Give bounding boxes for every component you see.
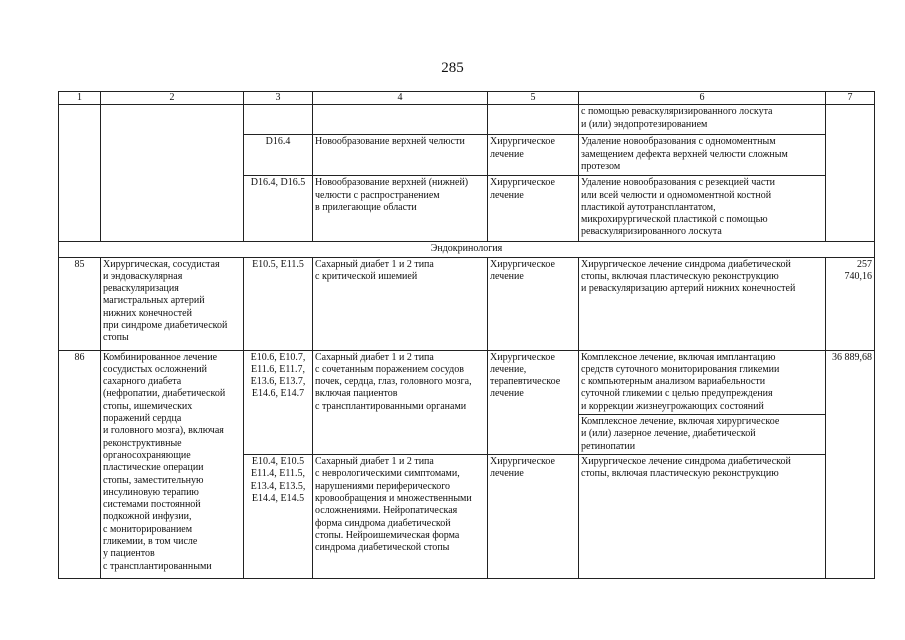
section-title: Эндокринология	[59, 242, 875, 257]
table-row	[59, 350, 875, 414]
treatment-type	[488, 350, 579, 454]
text-line: стопы, заместительную	[103, 474, 204, 486]
treatment-method	[579, 257, 826, 350]
text-line: E10.6, E10.7,	[250, 351, 306, 363]
text-line: у пациентов	[103, 548, 155, 560]
text-line: кровообращения и множественными	[315, 492, 472, 504]
page-number: 285	[441, 60, 464, 76]
text-line: Сахарный диабет 1 и 2 типа	[315, 258, 434, 270]
disease-code: D16.4	[244, 135, 313, 176]
header-cell: 4	[313, 92, 488, 105]
treatment-method	[579, 350, 826, 414]
treatment-method	[579, 455, 826, 579]
cont-model-cell	[313, 105, 488, 135]
text-line: лечение,	[490, 363, 527, 375]
text-line: стопы, включая пластическую реконструкцию	[581, 270, 779, 282]
treatment-method	[579, 415, 826, 455]
cost-amount: 257 740,16	[826, 257, 875, 350]
header-cell: 5	[488, 92, 579, 105]
treatment-type	[488, 257, 579, 350]
disease-code: E10.5, E11.5	[244, 257, 313, 350]
patient-model	[313, 455, 488, 579]
text-line: лечение	[490, 270, 524, 282]
services-table	[58, 91, 875, 579]
treatment-type	[488, 176, 579, 242]
text-line: пластические операции	[103, 462, 204, 474]
text-line: с компьютерным анализом вариабельности	[581, 376, 766, 388]
text-line: лечение	[490, 468, 524, 480]
text-line: Хирургическая, сосудистая	[103, 258, 220, 270]
header-cell: 1	[59, 92, 101, 105]
text-line: средств суточного мониторирования гликемии	[581, 363, 780, 375]
text-line: Комплексное лечение, включая хирургическое	[581, 416, 780, 428]
text-line: осложнениями. Нейропатическая	[315, 505, 458, 517]
text-line: с сочетанным поражением сосудов	[315, 363, 464, 375]
text-line: E11.6, E11.7,	[251, 363, 305, 375]
text-line: и коррекции жизнеугрожающих состояний	[581, 400, 764, 412]
patient-model: Новообразование верхней челюсти	[313, 135, 488, 176]
header-cell: 2	[101, 92, 244, 105]
text-line: Хирургическое	[490, 351, 555, 363]
text-line: суточной гликемии с целью предупреждения	[581, 388, 773, 400]
text-line: органосохраняющие	[103, 449, 191, 461]
text-line: нарушениями периферического	[315, 480, 451, 492]
text-line: Хирургическое	[490, 258, 555, 270]
text-line: Хирургическое	[490, 177, 555, 189]
text-line: при синдроме диабетической	[103, 320, 228, 332]
text-line: системами постоянной	[103, 499, 201, 511]
text-line: Новообразование верхней (нижней)	[315, 177, 469, 189]
text-line: E11.4, E11.5,	[251, 468, 305, 480]
text-line: с неврологическими симптомами,	[315, 468, 460, 480]
text-line: стопы, ишемических	[103, 400, 193, 412]
text-line: и (или) эндопротезированием	[581, 118, 708, 130]
header-cell: 3	[244, 92, 313, 105]
text-line: нижних конечностей	[103, 307, 192, 319]
service-name	[101, 257, 244, 350]
disease-code: D16.4, D16.5	[244, 176, 313, 242]
text-line: и эндоваскулярная	[103, 270, 183, 282]
cost-amount: 36 889,68	[826, 350, 875, 578]
patient-model	[313, 176, 488, 242]
header-cell: 6	[579, 92, 826, 105]
text-line: инсулиновую терапию	[103, 486, 199, 498]
text-line: реконструктивные	[103, 437, 182, 449]
text-line: с трансплантированными	[103, 560, 212, 572]
text-line: Хирургическое лечение синдрома диабетической	[581, 258, 791, 270]
text-line: гликемии, в том числе	[103, 536, 198, 548]
disease-code	[244, 455, 313, 579]
patient-model	[313, 350, 488, 454]
text-line: стопы. Нейроишемическая форма	[315, 529, 460, 541]
text-line: почек, сердца, глаз, головного мозга,	[315, 376, 472, 388]
text-line: E13.4, E13.5,	[250, 480, 306, 492]
disease-code	[244, 350, 313, 454]
row-number: 86	[59, 350, 101, 578]
text-line: Комбинированное лечение	[103, 351, 218, 363]
text-line: Хирургическое	[490, 456, 555, 468]
text-line: синдрома диабетической стопы	[315, 542, 450, 554]
text-line: стопы	[103, 332, 129, 344]
text-line: протезом	[581, 160, 621, 172]
section-row	[59, 242, 875, 257]
text-line: ретинопатии	[581, 440, 636, 452]
text-line: Сахарный диабет 1 и 2 типа	[315, 456, 434, 468]
text-line: Удаление новообразования с одномоментным	[581, 136, 776, 148]
text-line: лечение	[490, 148, 524, 160]
text-line: с мониторированием	[103, 523, 193, 535]
text-line: в прилегающие области	[315, 201, 417, 213]
cont-treatment-cell	[488, 105, 579, 135]
text-line: E14.4, E14.5	[251, 492, 305, 504]
text-line: с трансплантированными органами	[315, 400, 467, 412]
text-line: и (или) лазерное лечение, диабетической	[581, 428, 756, 440]
text-line: реваскуляризация	[103, 283, 179, 295]
row-number: 85	[59, 257, 101, 350]
cont-num-cell	[59, 105, 101, 242]
cont-method-cell	[579, 105, 826, 135]
service-name	[101, 350, 244, 578]
text-line: лечение	[490, 388, 524, 400]
text-line: поражений сердца	[103, 413, 182, 425]
text-line: магистральных артерий	[103, 295, 205, 307]
text-line: Комплексное лечение, включая имплантацию	[581, 351, 776, 363]
text-line: с критической ишемией	[315, 270, 418, 282]
table-row	[59, 105, 875, 135]
text-line: (нефропатии, диабетической	[103, 388, 226, 400]
treatment-type	[488, 135, 579, 176]
text-line: E14.6, E14.7	[251, 388, 305, 400]
text-line: лечение	[490, 189, 524, 201]
text-line: Сахарный диабет 1 и 2 типа	[315, 351, 434, 363]
header-cell: 7	[826, 92, 875, 105]
text-line: Удаление новообразования с резекцией части	[581, 177, 775, 189]
text-line: E13.6, E13.7,	[250, 376, 306, 388]
column-number-row	[59, 92, 875, 105]
text-line: и головного мозга), включая	[103, 425, 224, 437]
text-line: включая пациентов	[315, 388, 398, 400]
cont-name-cell	[101, 105, 244, 242]
text-line: с помощью реваскуляризированного лоскута	[581, 106, 773, 118]
text-line: терапевтическое	[490, 376, 561, 388]
cont-code-cell	[244, 105, 313, 135]
treatment-method	[579, 135, 826, 176]
text-line: Хирургическое лечение синдрома диабетической	[581, 456, 791, 468]
text-line: челюсти с распространением	[315, 189, 440, 201]
text-line: форма синдрома диабетической	[315, 517, 451, 529]
text-line: E10.4, E10.5	[251, 456, 305, 468]
patient-model	[313, 257, 488, 350]
text-line: пластикой аутотрансплантатом,	[581, 201, 716, 213]
text-line: сосудистых осложнений	[103, 363, 208, 375]
cont-sum-cell	[826, 105, 875, 242]
table-row	[59, 257, 875, 350]
text-line: или всей челюсти и одномоментной костной	[581, 189, 772, 201]
treatment-type	[488, 455, 579, 579]
text-line: и реваскуляризацию артерий нижних конечностей	[581, 283, 796, 295]
text-line: микрохирургической пластикой с помощью	[581, 214, 768, 226]
text-line: Хирургическое	[490, 136, 555, 148]
treatment-method	[579, 176, 826, 242]
text-line: реваскуляризированного лоскута	[581, 226, 722, 238]
text-line: сахарного диабета	[103, 376, 182, 388]
text-line: подкожной инфузии,	[103, 511, 192, 523]
text-line: стопы, включая пластическую реконструкцию	[581, 468, 779, 480]
text-line: замещением дефекта верхней челюсти сложным	[581, 148, 788, 160]
